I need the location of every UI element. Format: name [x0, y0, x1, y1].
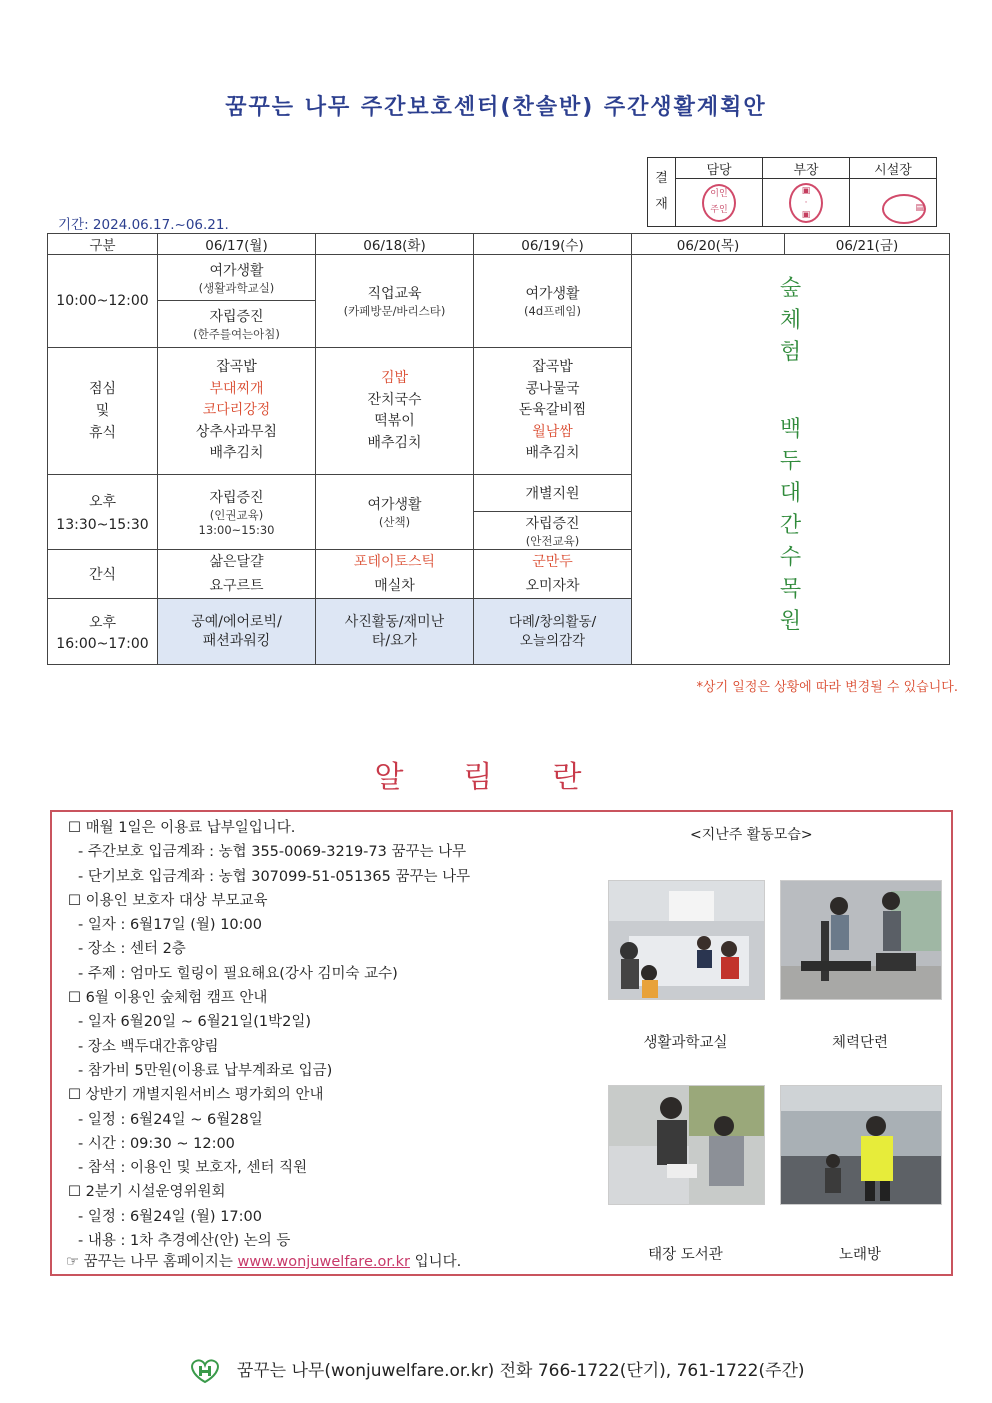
- col-header: 06/19(수): [474, 234, 632, 255]
- activity-title: 직업교육: [367, 286, 422, 302]
- menu-item: 월남쌈: [532, 423, 573, 440]
- activity-time: 13:00~15:30: [198, 523, 275, 537]
- late-activity: 다례/창의활동/: [508, 613, 597, 630]
- approval-label: 결 재: [648, 158, 676, 227]
- notice-subitem: - 일자 : 6월17일 (월) 10:00: [78, 917, 262, 934]
- activity-title: 개별지원: [525, 486, 580, 502]
- notice-item: ☐ 매월 1일은 이용료 납부일입니다.: [68, 820, 296, 836]
- activity-sub: (인권교육): [209, 508, 264, 522]
- late-time: 16:00~17:00: [56, 635, 149, 652]
- notice-subitem: - 시간 : 09:30 ~ 12:00: [78, 1135, 235, 1152]
- photo-library: [608, 1085, 765, 1205]
- cell-mon-morning-b: [158, 301, 316, 348]
- photo-fitness-image: [781, 881, 941, 999]
- camp-char: 대: [779, 481, 802, 506]
- col-header: 06/17(월): [158, 234, 316, 255]
- schedule-table: [47, 233, 950, 665]
- menu-item: 떡볶이: [374, 413, 415, 429]
- camp-vertical-text: [632, 273, 949, 638]
- row-label-lunch: [48, 348, 158, 475]
- approval-sign-1: [676, 179, 763, 227]
- row-label-afternoon: [48, 475, 158, 550]
- col-header: 06/21(금): [785, 234, 950, 255]
- menu-item: 부대찌개: [209, 380, 264, 397]
- cell-wed-lunch: [474, 348, 632, 475]
- menu-item: 잡곡밥: [216, 359, 257, 376]
- cell-tue-late: [316, 599, 474, 665]
- notice-subitem: - 장소 백두대간휴양림: [78, 1038, 219, 1055]
- notice-subitem: - 일정 : 6월24일 ~ 6월28일: [78, 1111, 263, 1128]
- late-label: 오후: [88, 614, 117, 631]
- cell-wed-afternoon-b: [474, 512, 632, 550]
- activity-title: 자립증진: [209, 309, 264, 325]
- cell-tue-morning: [316, 255, 474, 348]
- notice-subitem: - 참석 : 이용인 및 보호자, 센터 직원: [78, 1160, 308, 1177]
- cell-wed-snack: [474, 550, 632, 599]
- photo-science-class: [608, 880, 765, 1000]
- camp-char: 체: [779, 308, 802, 333]
- notice-item: ☐ 6월 이용인 숲체험 캠프 안내: [68, 990, 268, 1007]
- cell-mon-morning-a: [158, 255, 316, 301]
- afternoon-label: 오후: [88, 494, 117, 510]
- notice-item: ☐ 이용인 보호자 대상 부모교육: [68, 892, 268, 909]
- col-header: 구분: [48, 234, 158, 255]
- menu-item: 김밥: [380, 370, 409, 386]
- stamp-icon: ▤: [882, 194, 926, 224]
- col-header: 06/20(목): [632, 234, 785, 255]
- camp-char: 간: [779, 513, 802, 538]
- activity-title: 여가생활: [525, 286, 580, 302]
- camp-char: 숲: [779, 276, 802, 301]
- photo-caption: 노래방: [838, 1247, 882, 1263]
- row-label-snack: 간식: [48, 550, 158, 599]
- photo-science-class-image: [609, 881, 764, 999]
- afternoon-time: 13:30~15:30: [56, 517, 149, 533]
- activity-sub: (카페방문/바리스타): [343, 304, 446, 318]
- notice-subitem: - 주제 : 엄마도 힐링이 필요해요(강사 김미숙 교수): [78, 965, 398, 982]
- cell-mon-snack: [158, 550, 316, 599]
- approval-box: [647, 157, 937, 227]
- cell-wed-afternoon-a: [474, 475, 632, 512]
- page-title: 꿈꾸는 나무 주간보호센터(찬솔반) 주간생활계획안: [225, 95, 767, 120]
- snack-item: 포테이토스틱: [353, 554, 436, 570]
- snack-item: 매실차: [374, 578, 415, 594]
- row-label-morning: 10:00~12:00: [48, 255, 158, 348]
- approval-role-1: 담당: [676, 158, 763, 179]
- col-header: 06/18(화): [316, 234, 474, 255]
- homepage-line: [66, 1250, 461, 1271]
- row-label-late: [48, 599, 158, 665]
- footer-text: 꿈꾸는 나무(wonjuwelfare.or.kr) 전화 766-1722(단기), 761-1722(주간): [236, 1361, 805, 1381]
- late-activity: 오늘의감각: [519, 632, 586, 649]
- notice-title: 알림란: [374, 760, 642, 795]
- camp-char: 백: [779, 417, 802, 442]
- menu-item: 상추사과무침: [195, 423, 278, 440]
- approval-role-2: 부장: [763, 158, 850, 179]
- activity-title: 여가생활: [209, 262, 264, 279]
- camp-char: 험: [779, 340, 802, 365]
- snack-item: 오미자차: [525, 578, 580, 594]
- activity-sub: (안전교육): [525, 533, 580, 548]
- activity-sub: (4d프레임): [524, 304, 581, 318]
- photos-title: <지난주 활동모습>: [690, 827, 813, 843]
- late-activity: 공예/에어로빅/: [191, 613, 282, 630]
- photo-caption: 생활과학교실: [643, 1035, 728, 1051]
- homepage-link[interactable]: www.wonjuwelfare.or.kr: [237, 1254, 410, 1270]
- camp-char: 원: [779, 609, 802, 634]
- notice-subitem: - 장소 : 센터 2층: [78, 941, 186, 958]
- menu-item: 배추김치: [209, 445, 264, 462]
- lunch-label-2: 및: [95, 402, 110, 419]
- photo-caption: 체력단련: [831, 1035, 889, 1051]
- menu-item: 돈육갈비찜: [518, 402, 587, 419]
- photo-fitness: [780, 880, 942, 1000]
- cell-thu-fri-camp: [632, 255, 950, 665]
- schedule-note: *상기 일정은 상황에 따라 변경될 수 있습니다.: [696, 680, 958, 695]
- activity-title: 여가생활: [367, 497, 422, 513]
- stamp-icon: ▣ · ▣: [789, 183, 823, 223]
- cell-wed-morning: [474, 255, 632, 348]
- camp-char: 두: [779, 449, 802, 474]
- cell-wed-late: [474, 599, 632, 665]
- approval-sign-2: [763, 179, 850, 227]
- approval-role-3: 시설장: [850, 158, 937, 179]
- footer: [0, 1356, 992, 1384]
- activity-title: 자립증진: [209, 490, 264, 506]
- stamp-icon: 이인 주인: [702, 184, 736, 222]
- menu-item: 배추김치: [525, 445, 580, 462]
- notice-subitem: - 일자 6월20일 ~ 6월21일(1박2일): [78, 1014, 311, 1031]
- camp-char: 목: [779, 577, 802, 602]
- menu-item: 코다리강정: [202, 402, 271, 419]
- notice-list: [68, 816, 470, 1253]
- activity-sub: (산책): [378, 515, 411, 529]
- snack-item: 요구르트: [209, 578, 264, 594]
- period: 기간: 2024.06.17.~06.21.: [58, 217, 229, 233]
- activity-sub: (생활과학교실): [198, 280, 275, 295]
- snack-item: 삶은달걀: [209, 554, 264, 570]
- photo-library-image: [609, 1086, 764, 1204]
- homepage-suffix: 입니다.: [414, 1254, 462, 1270]
- camp-char: 수: [779, 545, 802, 570]
- late-activity: 타/요가: [371, 632, 418, 649]
- notice-subitem: - 내용 : 1차 추경예산(안) 논의 등: [78, 1233, 291, 1250]
- cell-tue-snack: [316, 550, 474, 599]
- logo-icon: [187, 1358, 223, 1384]
- cell-mon-late: [158, 599, 316, 665]
- cell-mon-lunch: [158, 348, 316, 475]
- photo-karaoke: [780, 1085, 942, 1205]
- menu-item: 잡곡밥: [532, 359, 573, 376]
- camp-char: [632, 369, 949, 414]
- lunch-label-1: 점심: [88, 380, 117, 397]
- cell-tue-afternoon: [316, 475, 474, 550]
- notice-subitem: - 단기보호 입금계좌 : 농협 307099-51-051365 꿈꾸는 나무: [78, 868, 471, 885]
- cell-mon-afternoon: [158, 475, 316, 550]
- notice-subitem: - 참가비 5만원(이용료 납부계좌로 입금): [78, 1062, 333, 1079]
- activity-title: 자립증진: [525, 515, 580, 532]
- late-activity: 패션과워킹: [202, 632, 271, 649]
- menu-item: 배추김치: [367, 434, 422, 451]
- menu-item: 콩나물국: [525, 380, 580, 397]
- photo-karaoke-image: [781, 1086, 941, 1204]
- notice-item: ☐ 상반기 개별지원서비스 평가회의 안내: [68, 1087, 324, 1104]
- activity-sub: (한주를여는아침): [193, 327, 280, 341]
- notice-subitem: - 일정 : 6월24일 (월) 17:00: [78, 1208, 262, 1225]
- homepage-prefix: ☞ 꿈꾸는 나무 홈페이지는: [66, 1254, 233, 1270]
- cell-tue-lunch: [316, 348, 474, 475]
- notice-subitem: - 주간보호 입금계좌 : 농협 355-0069-3219-73 꿈꾸는 나무: [78, 844, 467, 861]
- menu-item: 잔치국수: [367, 391, 422, 408]
- photo-caption: 태장 도서관: [648, 1247, 723, 1263]
- lunch-label-3: 휴식: [88, 424, 117, 441]
- snack-item: 군만두: [532, 554, 573, 570]
- notice-item: ☐ 2분기 시설운영위원회: [68, 1184, 226, 1201]
- late-activity: 사진활동/재미난: [344, 613, 445, 630]
- approval-sign-3: [850, 179, 937, 227]
